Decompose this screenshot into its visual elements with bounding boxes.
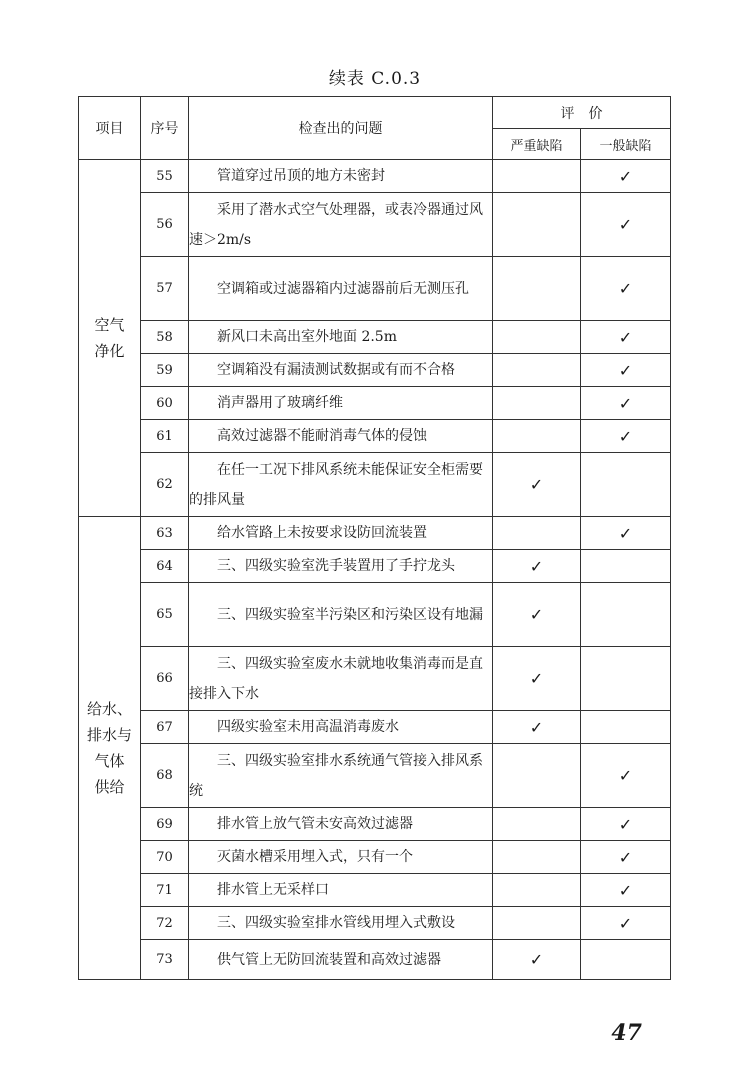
issue-text: 管道穿过吊顶的地方未密封 [217,168,385,184]
issue-cell [189,160,493,193]
table-row [79,387,671,420]
issue-text: 新风口未高出室外地面 2.5m [217,329,397,345]
general-defect-cell: ✓ [581,193,671,257]
row-number: 61 [141,420,189,453]
category-line: 给水、 [86,700,132,718]
page-number: 47 [611,1020,642,1046]
table-row [79,583,671,647]
issue-cell [189,420,493,453]
row-number: 72 [141,907,189,940]
inspection-table [78,96,671,980]
header-general: 一般缺陷 [581,129,671,160]
general-defect-cell: ✓ [581,257,671,321]
serious-defect-cell: ✓ [493,647,581,711]
issue-cell [189,321,493,354]
category-line: 排水与 [86,726,132,744]
table-row [79,257,671,321]
table-row [79,160,671,193]
issue-text: 四级实验室未用高温消毒废水 [217,719,399,735]
general-defect-cell: ✓ [581,354,671,387]
issue-text: 三、四级实验室洗手装置用了手拧龙头 [217,558,455,574]
issue-text: 三、四级实验室废水未就地收集消毒而是直接排入下水 [189,655,483,702]
issue-cell [189,257,493,321]
issue-cell [189,711,493,744]
issue-text: 排水管上放气管未安高效过滤器 [217,816,413,832]
table-row [79,517,671,550]
general-defect-cell [581,550,671,583]
general-defect-cell: ✓ [581,744,671,808]
row-number: 59 [141,354,189,387]
serious-defect-cell: ✓ [493,453,581,517]
issue-text: 三、四级实验室排水系统通气管接入排风系统 [189,752,483,799]
serious-defect-cell: ✓ [493,583,581,647]
serious-defect-cell [493,420,581,453]
row-number: 56 [141,193,189,257]
table-row [79,420,671,453]
general-defect-cell [581,453,671,517]
general-defect-cell [581,583,671,647]
issue-cell [189,517,493,550]
issue-text: 排水管上无采样口 [217,882,329,898]
issue-text: 空调箱或过滤器箱内过滤器前后无测压孔 [217,280,469,297]
serious-defect-cell [493,841,581,874]
row-number: 58 [141,321,189,354]
issue-cell [189,550,493,583]
header-issue: 检查出的问题 [189,97,493,160]
serious-defect-cell [493,907,581,940]
row-number: 68 [141,744,189,808]
table-body [79,160,671,980]
row-number: 71 [141,874,189,907]
general-defect-cell: ✓ [581,387,671,420]
issue-cell [189,193,493,257]
issue-cell [189,583,493,647]
serious-defect-cell [493,744,581,808]
row-number: 65 [141,583,189,647]
row-number: 63 [141,517,189,550]
issue-cell [189,907,493,940]
serious-defect-cell: ✓ [493,711,581,744]
table-row [79,354,671,387]
table-row [79,453,671,517]
serious-defect-cell [493,321,581,354]
serious-defect-cell: ✓ [493,550,581,583]
issue-text: 消声器用了玻璃纤维 [217,395,343,411]
category-cell [79,160,141,517]
row-number: 57 [141,257,189,321]
table-row [79,808,671,841]
table-row [79,940,671,980]
general-defect-cell [581,711,671,744]
table-row [79,550,671,583]
issue-text: 三、四级实验室排水管线用埋入式敷设 [217,915,455,931]
table-row [79,744,671,808]
table-row [79,711,671,744]
category-cell [79,517,141,980]
row-number: 55 [141,160,189,193]
header-project: 项目 [79,97,141,160]
row-number: 70 [141,841,189,874]
row-number: 67 [141,711,189,744]
issue-text: 灭菌水槽采用埋入式，只有一个 [217,849,413,865]
issue-text: 采用了潜水式空气处理器，或表冷器通过风速＞2m/s [189,201,483,248]
issue-text: 高效过滤器不能耐消毒气体的侵蚀 [217,428,427,444]
serious-defect-cell [493,257,581,321]
general-defect-cell: ✓ [581,420,671,453]
table-row [79,193,671,257]
serious-defect-cell [493,517,581,550]
general-defect-cell: ✓ [581,808,671,841]
issue-text: 三、四级实验室半污染区和污染区设有地漏 [217,606,483,623]
serious-defect-cell [493,874,581,907]
row-number: 66 [141,647,189,711]
category-line: 气体 [94,752,125,770]
table-row [79,907,671,940]
issue-cell [189,387,493,420]
table-row [79,321,671,354]
serious-defect-cell [493,193,581,257]
header-serious: 严重缺陷 [493,129,581,160]
row-number: 64 [141,550,189,583]
table-title: 续表 C.0.3 [328,69,422,89]
serious-defect-cell [493,387,581,420]
serious-defect-cell [493,160,581,193]
category-line: 空气 [94,316,125,334]
row-number: 73 [141,940,189,980]
general-defect-cell: ✓ [581,517,671,550]
table-row [79,647,671,711]
row-number: 69 [141,808,189,841]
issue-text: 供气管上无防回流装置和高效过滤器 [217,951,441,968]
issue-cell [189,808,493,841]
category-line: 净化 [94,342,125,360]
serious-defect-cell [493,354,581,387]
issue-cell [189,841,493,874]
issue-text: 给水管路上未按要求设防回流装置 [217,525,427,541]
issue-cell [189,354,493,387]
issue-cell [189,874,493,907]
general-defect-cell: ✓ [581,874,671,907]
issue-text: 在任一工况下排风系统未能保证安全柜需要的排风量 [189,461,483,508]
row-number: 60 [141,387,189,420]
issue-text: 空调箱没有漏渍测试数据或有而不合格 [217,362,455,378]
general-defect-cell: ✓ [581,841,671,874]
issue-cell [189,744,493,808]
issue-cell [189,647,493,711]
general-defect-cell: ✓ [581,907,671,940]
general-defect-cell: ✓ [581,321,671,354]
serious-defect-cell [493,808,581,841]
general-defect-cell: ✓ [581,160,671,193]
general-defect-cell [581,940,671,980]
category-line: 供给 [94,778,125,796]
header-evaluation: 评 价 [493,97,671,129]
table-row [79,841,671,874]
issue-cell [189,453,493,517]
row-number: 62 [141,453,189,517]
header-seq: 序号 [141,97,189,160]
issue-cell [189,940,493,980]
table-row [79,874,671,907]
general-defect-cell [581,647,671,711]
serious-defect-cell: ✓ [493,940,581,980]
